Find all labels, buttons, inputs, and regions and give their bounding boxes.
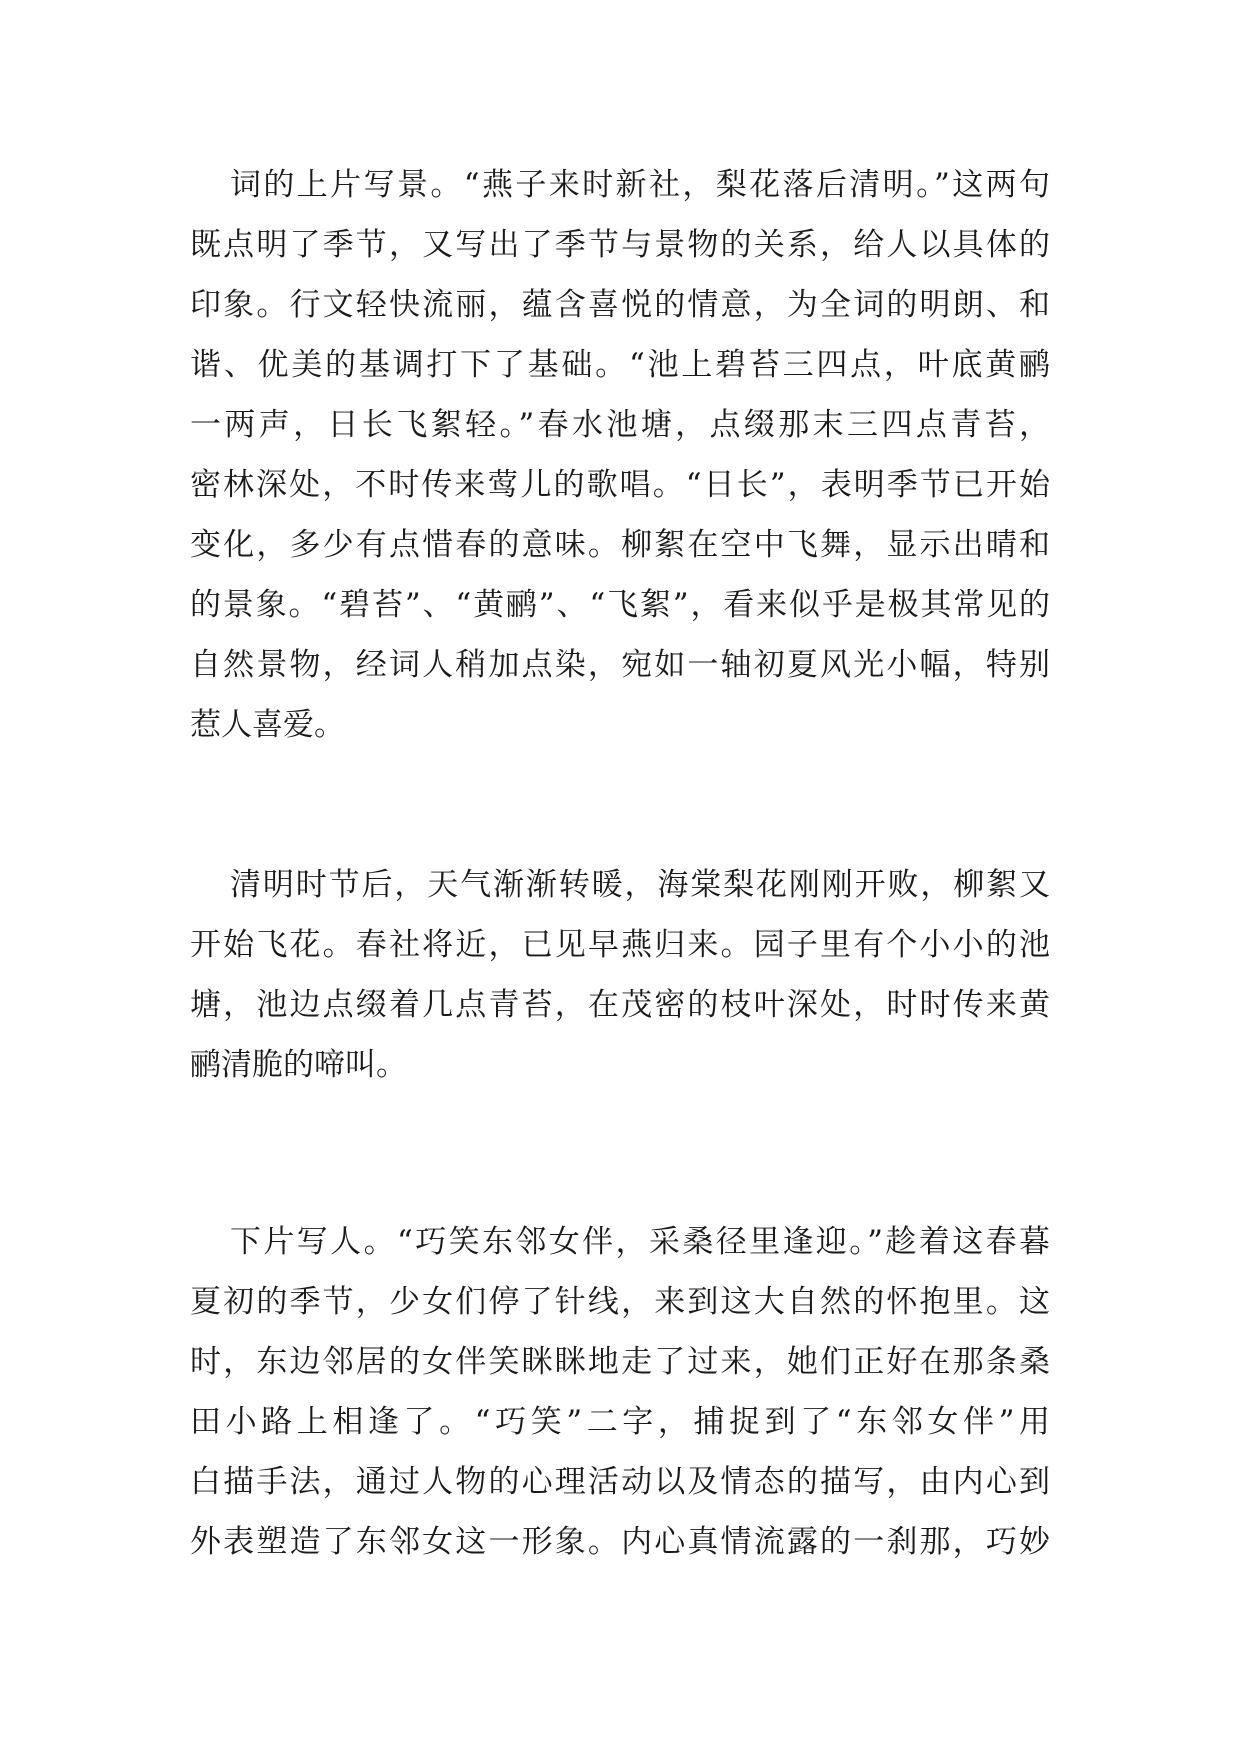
text-line: 谐、优美的基调打下了基础。“池上碧苔三四点，叶底黄鹂	[190, 347, 1050, 383]
text-line: 田小路上相逢了。“巧笑”二字，捕捉到了“东邻女伴”用	[190, 1404, 1050, 1440]
text-line: 下片写人。“巧笑东邻女伴，采桑径里逢迎。”趁着这春暮	[230, 1224, 1050, 1260]
paragraph-translation	[190, 855, 1050, 1095]
text-line: 词的上片写景。“燕子来时新社，梨花落后清明。”这两句	[230, 167, 1050, 203]
text-line: 时，东边邻居的女伴笑眯眯地走了过来，她们正好在那条桑	[190, 1344, 1050, 1380]
text-line: 清明时节后，天气渐渐转暖，海棠梨花刚刚开败，柳絮又	[230, 867, 1050, 903]
text-line: 自然景物，经词人稍加点染，宛如一轴初夏风光小幅，特别	[190, 647, 1050, 683]
text-line: 既点明了季节，又写出了季节与景物的关系，给人以具体的	[190, 227, 1050, 263]
text-line: 开始飞花。春社将近，已见早燕归来。园子里有个小小的池	[190, 927, 1050, 963]
text-line: 一两声，日长飞絮轻。”春水池塘，点缀那末三四点青苔，	[190, 407, 1050, 443]
text-line: 塘，池边点缀着几点青苔，在茂密的枝叶深处，时时传来黄	[190, 987, 1050, 1023]
paragraph-lower-stanza	[190, 1212, 1050, 1572]
text-line: 外表塑造了东邻女这一形象。内心真情流露的一刹那，巧妙	[190, 1524, 1050, 1560]
text-line: 鹂清脆的啼叫。	[190, 1047, 407, 1083]
text-line: 印象。行文轻快流丽，蕴含喜悦的情意，为全词的明朗、和	[190, 287, 1050, 323]
text-line: 夏初的季节，少女们停了针线，来到这大自然的怀抱里。这	[190, 1284, 1050, 1320]
text-line: 变化，多少有点惜春的意味。柳絮在空中飞舞，显示出晴和	[190, 527, 1050, 563]
text-line: 的景象。“碧苔”、“黄鹂”、“飞絮”，看来似乎是极其常见的	[190, 587, 1050, 623]
paragraph-upper-stanza	[190, 155, 1050, 755]
text-line: 密林深处，不时传来莺儿的歌唱。“日长”，表明季节已开始	[190, 467, 1050, 503]
text-line: 白描手法，通过人物的心理活动以及情态的描写，由内心到	[190, 1464, 1050, 1500]
text-line: 惹人喜爱。	[190, 707, 345, 743]
